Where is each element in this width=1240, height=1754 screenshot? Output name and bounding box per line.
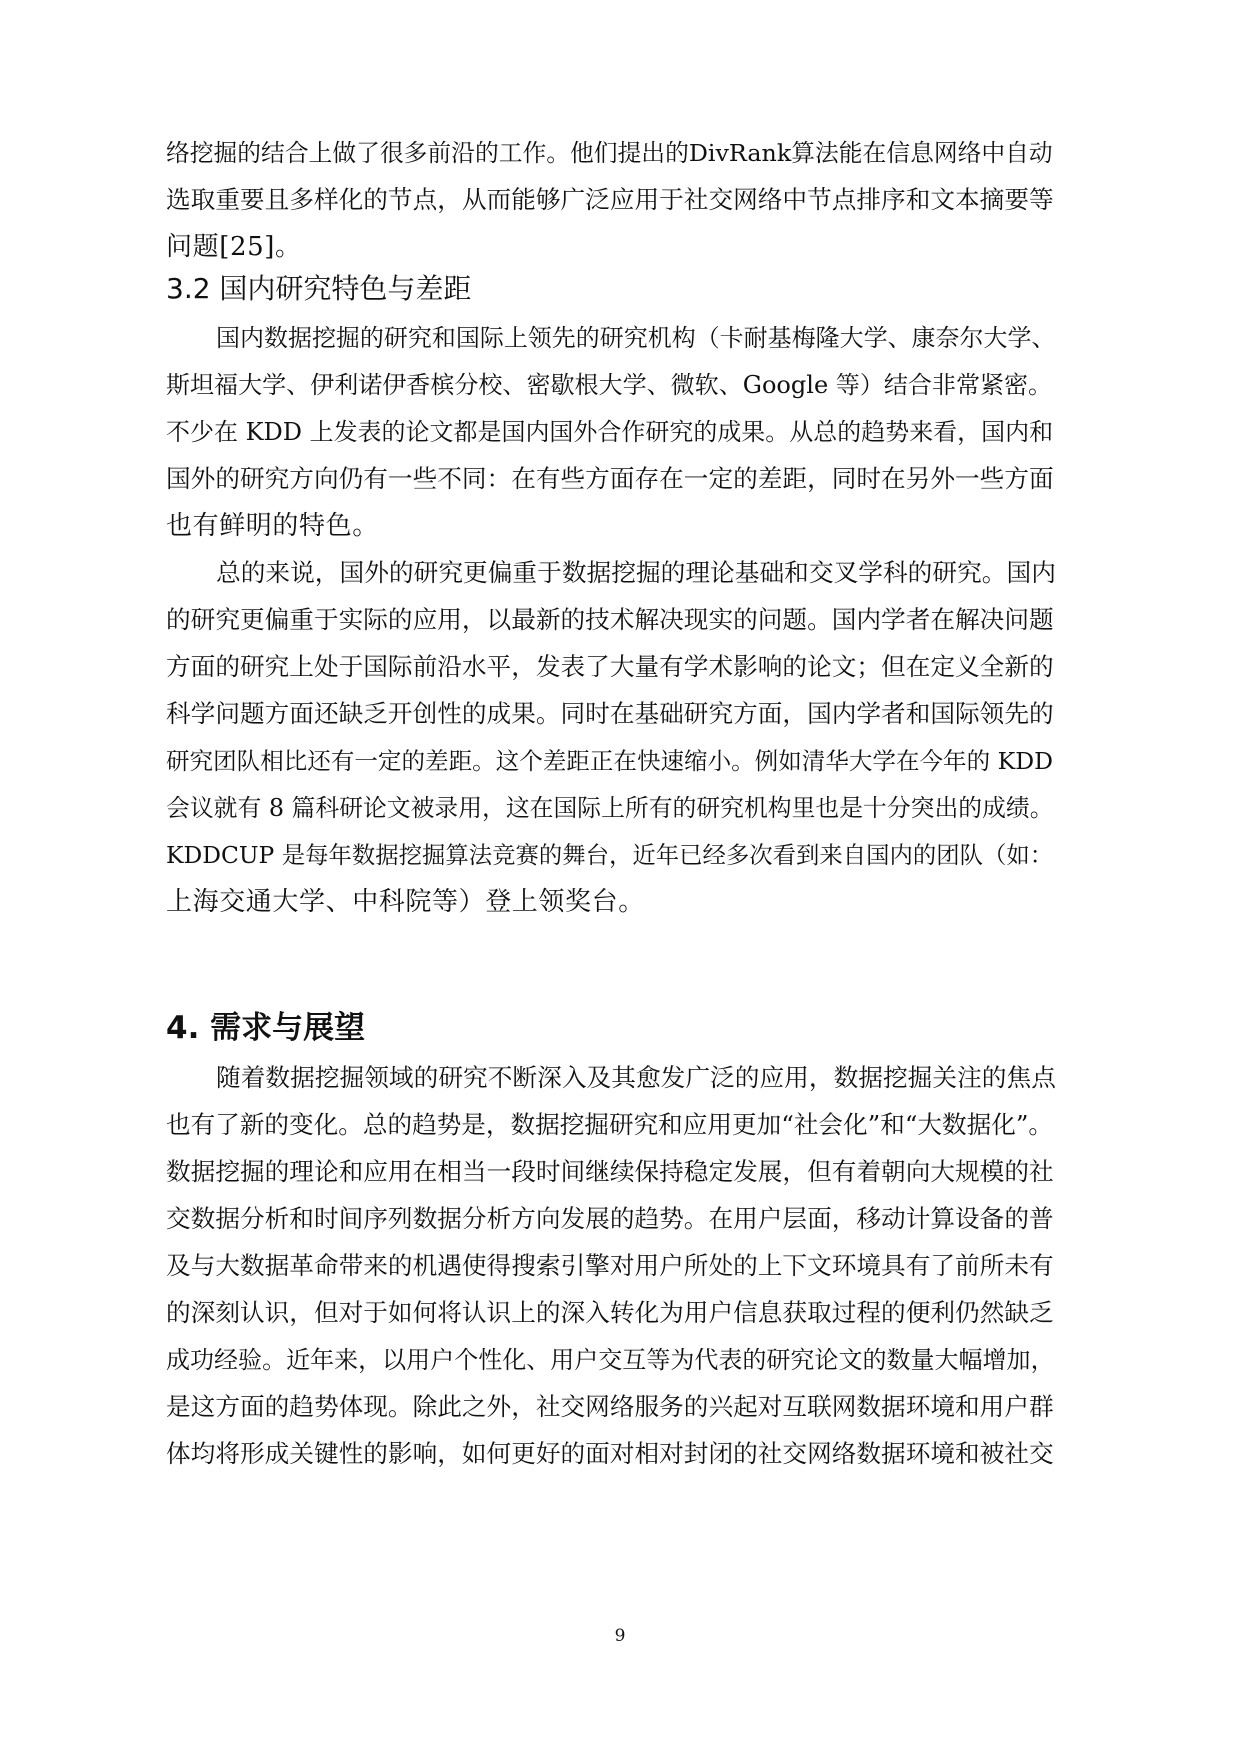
paragraph-line: 方面的研究上处于国际前沿水平，发表了大量有学术影响的论文；但在定义全新的: [166, 652, 1054, 681]
paragraph-line: 问题[25]。: [166, 232, 302, 262]
paragraph-line: 研究团队相比还有一定的差距。这个差距正在快速缩小。例如清华大学在今年的 KDD: [166, 747, 1053, 775]
paragraph-line: KDDCUP 是每年数据挖掘算法竞赛的舞台，近年已经多次看到来自国内的团队（如：: [166, 841, 1054, 869]
paragraph-line: 会议就有 8 篇科研论文被录用，这在国际上所有的研究机构里也是十分突出的成绩。: [166, 794, 1054, 822]
section-heading-4: 4. 需求与展望: [166, 1010, 366, 1046]
paragraph-line: 体均将形成关键性的影响，如何更好的面对相对封闭的社交网络数据环境和被社交: [166, 1439, 1054, 1468]
paragraph-line: 斯坦福大学、伊利诺伊香槟分校、密歇根大学、微软、Google 等）结合非常紧密。: [166, 371, 1053, 399]
paragraph-line: 数据挖掘的理论和应用在相当一段时间继续保持稳定发展，但有着朝向大规模的社: [166, 1157, 1054, 1186]
page-number: 9: [614, 1626, 626, 1646]
section-heading-3-2: 3.2 国内研究特色与差距: [166, 272, 472, 305]
paragraph-line: 络挖掘的结合上做了很多前沿的工作。他们提出的DivRank算法能在信息网络中自动: [166, 139, 1053, 167]
paragraph-line: 的深刻认识，但对于如何将认识上的深入转化为用户信息获取过程的便利仍然缺乏: [166, 1298, 1054, 1327]
paragraph-line: 国内数据挖掘的研究和国际上领先的研究机构（卡耐基梅隆大学、康奈尔大学、: [216, 324, 1056, 352]
paragraph-line: 选取重要且多样化的节点，从而能够广泛应用于社交网络中节点排序和文本摘要等: [166, 185, 1054, 214]
paragraph-line: 不少在 KDD 上发表的论文都是国内国外合作研究的成果。从总的趋势来看，国内和: [166, 418, 1054, 446]
paragraph-line: 随着数据挖掘领域的研究不断深入及其愈发广泛的应用，数据挖掘关注的焦点: [216, 1063, 1056, 1092]
paragraph-line: 交数据分析和时间序列数据分析方向发展的趋势。在用户层面，移动计算设备的普: [166, 1204, 1054, 1233]
paragraph-line: 的研究更偏重于实际的应用，以最新的技术解决现实的问题。国内学者在解决问题: [166, 605, 1054, 634]
paragraph-line: 是这方面的趋势体现。除此之外，社交网络服务的兴起对互联网数据环境和用户群: [166, 1392, 1054, 1421]
paragraph-line: 成功经验。近年来，以用户个性化、用户交互等为代表的研究论文的数量大幅增加，: [166, 1346, 1055, 1374]
paragraph-line: 科学问题方面还缺乏开创性的成果。同时在基础研究方面，国内学者和国际领先的: [166, 699, 1054, 728]
paragraph-line: 也有了新的变化。总的趋势是，数据挖掘研究和应用更加“社会化”和“大数据化”。: [166, 1110, 1054, 1139]
paragraph-line: 总的来说，国外的研究更偏重于数据挖掘的理论基础和交叉学科的研究。国内: [216, 558, 1056, 587]
paragraph-line: 上海交通大学、中科院等）登上领奖台。: [166, 887, 645, 917]
paragraph-line: 国外的研究方向仍有一些不同：在有些方面存在一定的差距，同时在另外一些方面: [166, 464, 1054, 493]
paragraph-line: 也有鲜明的特色。: [166, 511, 379, 541]
paragraph-line: 及与大数据革命带来的机遇使得搜索引擎对用户所处的上下文环境具有了前所未有: [166, 1251, 1054, 1280]
